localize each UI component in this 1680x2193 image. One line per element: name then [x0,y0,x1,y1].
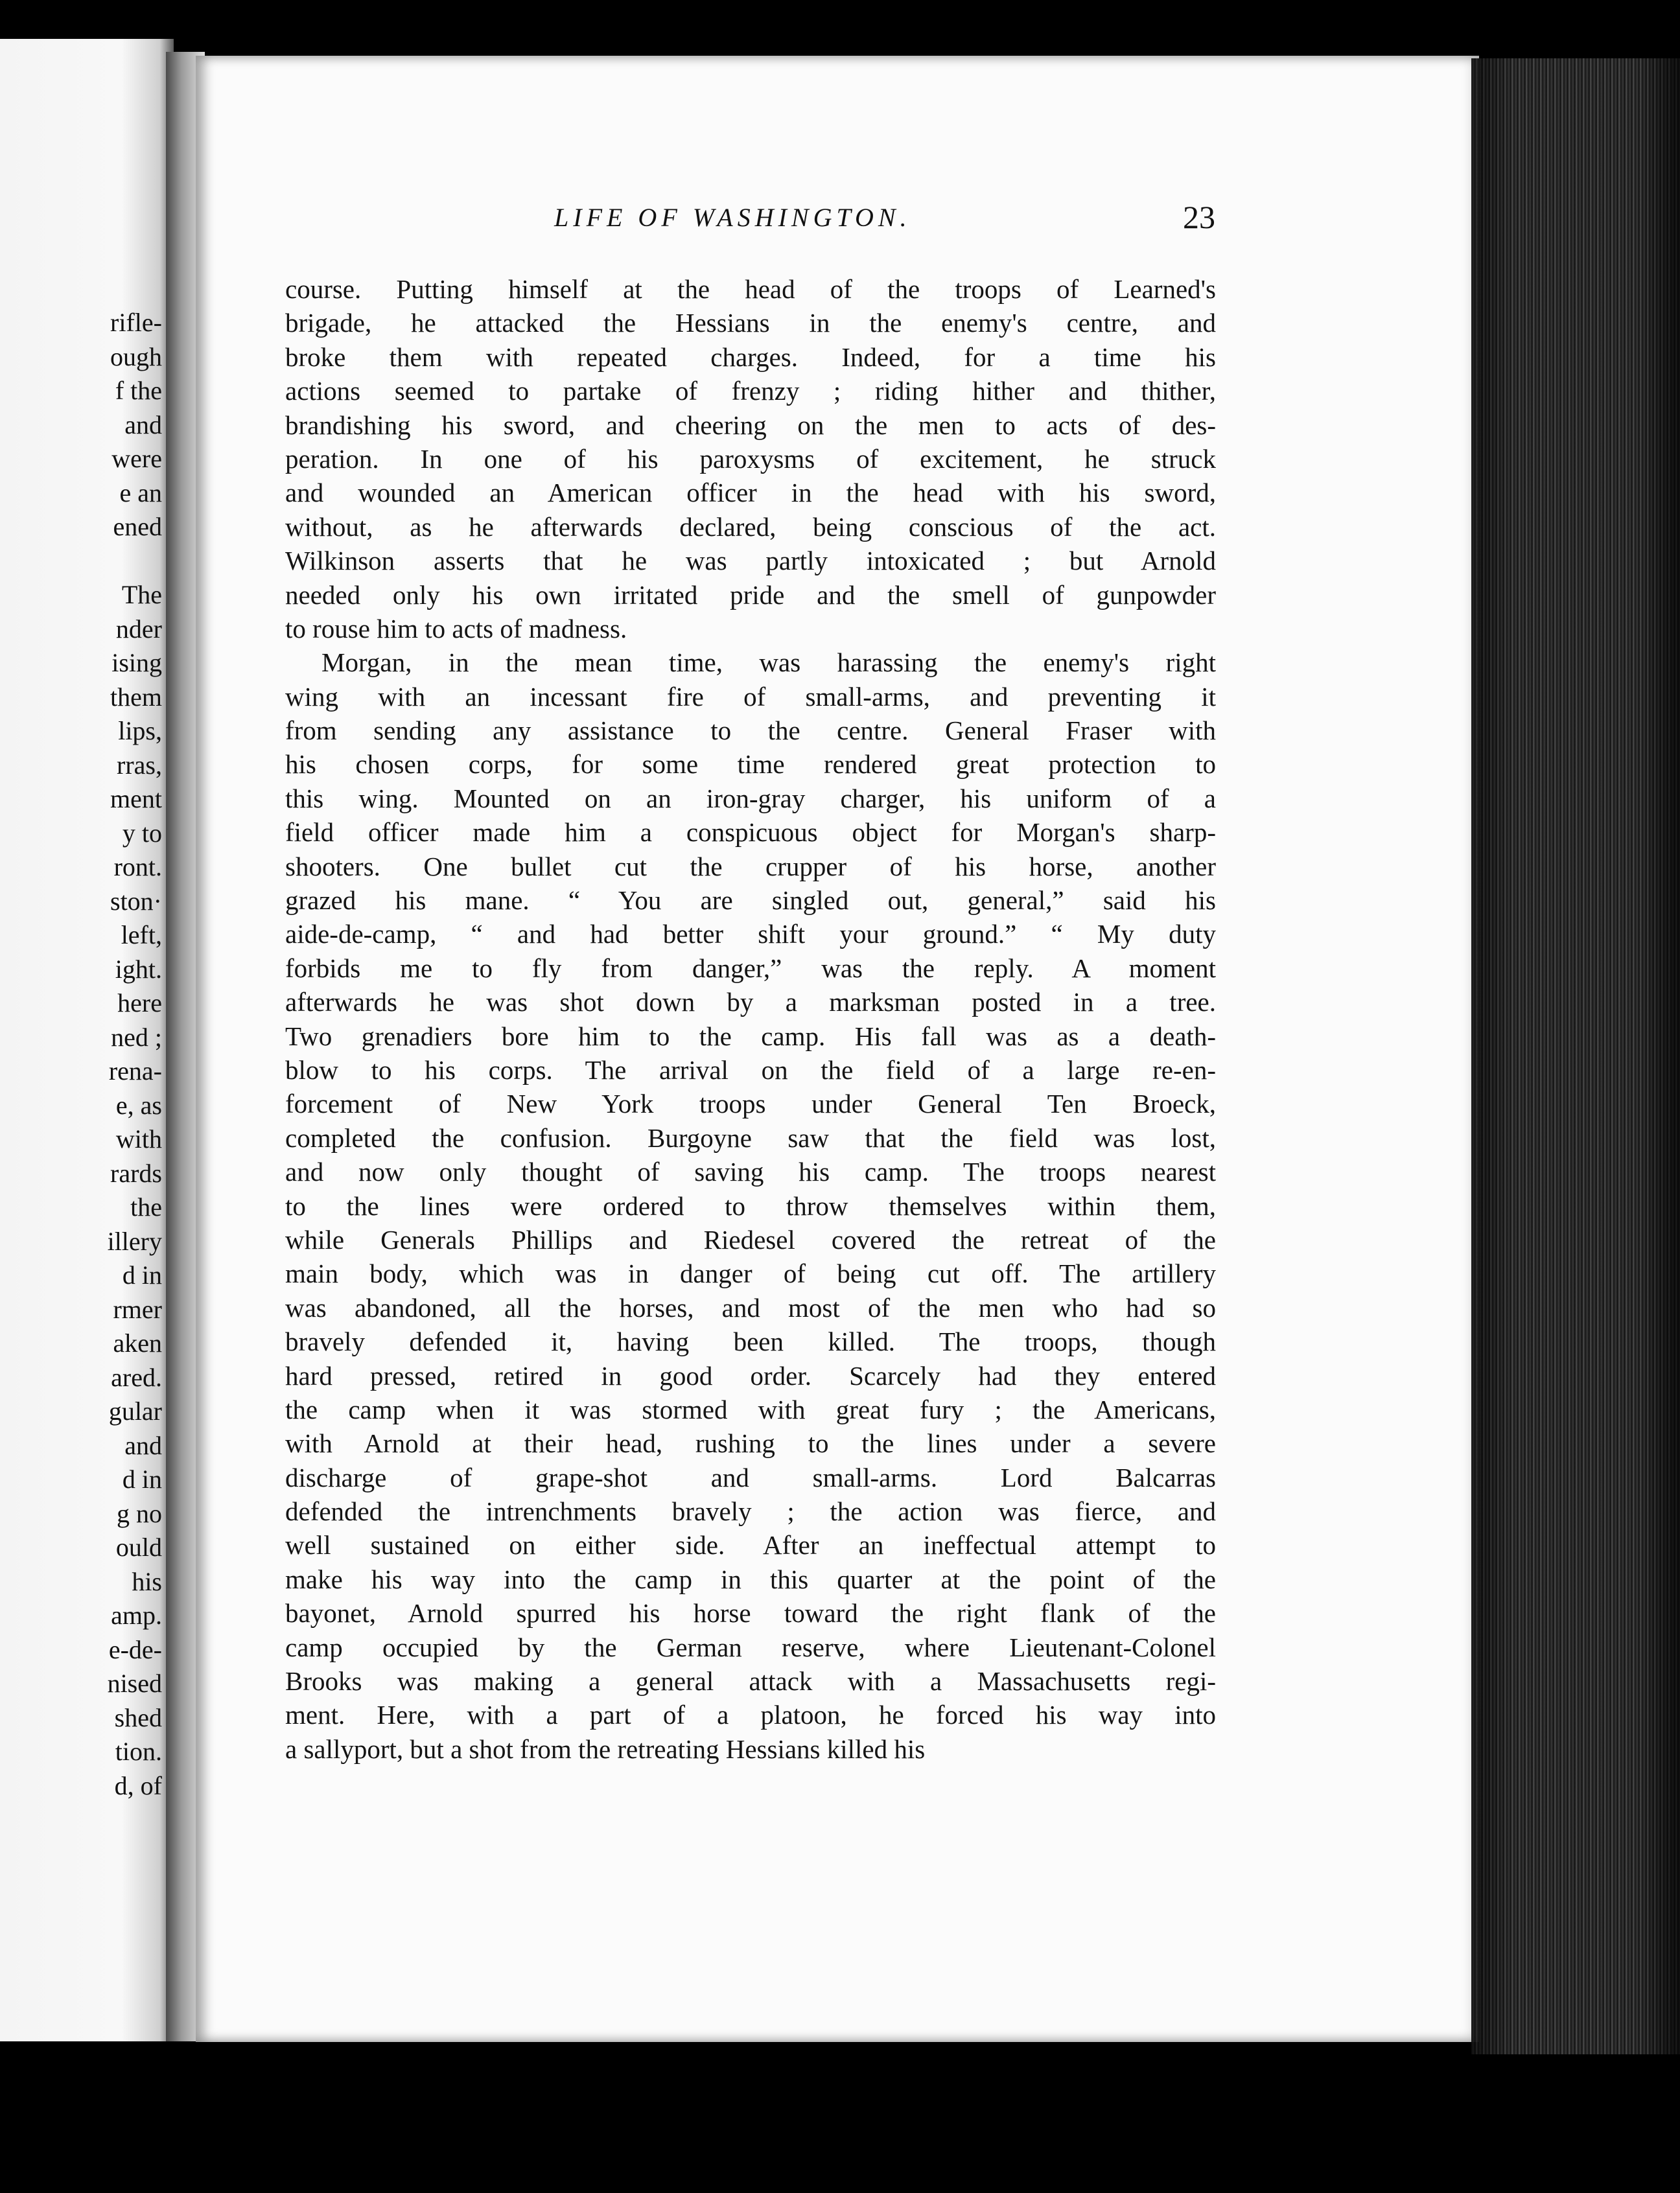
text-line: bayonet, Arnold spurred his horse toward the right flank of the [285,1598,1216,1629]
text-line: actions seemed to partake of frenzy ; riding hither and thither, [285,376,1216,406]
left-page-fragment: his [132,1566,162,1596]
left-page-fragment: ising [111,648,162,677]
left-page-fragment: e, as [115,1090,162,1120]
left-page-fragment: rmer [113,1294,162,1324]
left-page-fragment: nder [115,614,162,644]
left-page-fragment: The [121,580,162,609]
left-page-fragment: f the [115,376,162,405]
text-line: this wing. Mounted on an iron-gray charger, his uniform of a [285,783,1216,813]
left-page-fragment: d in [122,1465,162,1494]
left-page-fragment: tion. [115,1737,162,1766]
left-page-fragment: left, [121,920,162,949]
left-page-fragment: shed [114,1702,162,1732]
text-line: was abandoned, all the horses, and most of the men who had so [285,1292,1216,1323]
left-page-fragment: ared. [111,1362,162,1392]
left-page-text-fragments [13,306,162,1803]
page-number: 23 [1183,199,1215,235]
left-page-fragment: d in [122,1260,162,1290]
text-line: make his way into the camp in this quarter at the point of the [285,1564,1216,1594]
text-line: forbids me to fly from danger,” was the reply. A moment [285,953,1216,983]
text-line: brigade, he attacked the Hessians in the enemy's centre, and [285,308,1216,338]
text-line: from sending any assistance to the centre. General Fraser with [285,715,1216,746]
text-line: main body, which was in danger of being cut off. The artillery [285,1259,1216,1289]
text-line: to rouse him to acts of madness. [285,613,627,644]
text-line: broke them with repeated charges. Indeed, for a time his [285,342,1216,372]
left-page-fragment: gular [108,1397,162,1426]
text-line: discharge of grape-shot and small-arms. Lord Balcarras [285,1462,1216,1492]
left-page-fragment: ned ; [111,1022,162,1052]
text-line: with Arnold at their head, rushing to the lines under a severe [285,1428,1216,1459]
left-page-fragment: here [117,988,162,1017]
text-line: aide-de-camp, “ and had better shift your ground.” “ My duty [285,919,1216,949]
left-page-fragment: e-de- [108,1634,162,1664]
left-page-fragment: rras, [117,750,162,780]
text-line: ment. Here, with a part of a platoon, he forced his way into [285,1700,1216,1730]
text-line: the camp when it was stormed with great fury ; the Americans, [285,1394,1216,1424]
text-line: hard pressed, retired in good order. Scarcely had they entered [285,1360,1216,1391]
left-page-fragment: ould [115,1533,162,1562]
left-page-fragment: and [124,410,162,439]
left-page-fragment: rena- [108,1056,162,1085]
text-line: without, as he afterwards declared, being conscious of the act. [285,511,1216,542]
text-line: afterwards he was shot down by a marksman posted in a tree. [285,987,1216,1017]
left-page-fragment: lips, [118,716,162,745]
left-page-fragment: rifle- [110,308,162,337]
text-line: brandishing his sword, and cheering on the men to acts of des- [285,410,1216,440]
text-line: field officer made him a conspicuous object for Morgan's sharp- [285,817,1216,848]
left-page-fragment: ened [113,512,162,541]
text-line: shooters. One bullet cut the crupper of his horse, another [285,851,1216,881]
text-line: a sallyport, but a shot from the retreating Hessians killed his [285,1734,926,1764]
text-line: needed only his own irritated pride and the smell of gunpowder [285,579,1216,610]
text-line: Brooks was making a general attack with a Massachusetts regi- [285,1666,1216,1697]
text-line: forcement of New York troops under General Ten Broeck, [285,1089,1216,1119]
text-line: grazed his mane. “ You are singled out, general,” said his [285,885,1216,916]
text-line: peration. In one of his paroxysms of excitement, he struck [285,443,1216,474]
left-page-fragment: amp. [111,1601,162,1630]
text-line: blow to his corps. The arrival on the field of a large re-en- [285,1054,1216,1085]
left-page [0,39,174,2041]
left-page-fragment: g no [117,1498,162,1528]
left-page-fragment: nised [107,1669,162,1698]
left-page-fragment: y to [122,818,162,848]
left-page-fragment: were [111,444,162,473]
left-page-fragment: e an [119,478,162,507]
left-page-fragment: ough [110,342,162,371]
left-page-fragment: with [115,1124,162,1154]
text-line: to the lines were ordered to throw themselves within them, [285,1190,1216,1221]
text-line: Morgan, in the mean time, was harassing the enemy's right [321,647,1216,678]
text-line: his chosen corps, for some time rendered great protection to [285,749,1216,780]
page-edges [1471,58,1680,2054]
text-line: and now only thought of saving his camp. The troops nearest [285,1157,1216,1187]
left-page-fragment: ston· [110,886,162,916]
body-text [285,272,1216,1766]
left-page-fragment [13,544,162,579]
text-line: completed the confusion. Burgoyne saw that the field was lost, [285,1122,1216,1153]
running-title: LIFE OF WASHINGTON. [554,203,911,232]
left-page-fragment: ment [110,784,162,813]
left-page-fragment: ight. [115,954,162,984]
text-line: course. Putting himself at the head of the troops of Learned's [285,274,1216,304]
left-page-fragment: and [124,1430,162,1460]
left-page-fragment: them [110,682,162,712]
left-page-fragment: ront. [113,852,162,881]
text-line: defended the intrenchments bravely ; the action was fierce, and [285,1496,1216,1527]
left-page-fragment: rards [110,1158,162,1188]
left-page-fragment: aken [113,1329,162,1358]
left-page-fragment: the [130,1192,162,1222]
text-line: bravely defended it, having been killed. The troops, though [285,1327,1216,1357]
text-line: well sustained on either side. After an ineffectual attempt to [285,1530,1216,1561]
text-line: wing with an incessant fire of small-arms, and preventing it [285,681,1216,712]
text-line: and wounded an American officer in the head with his sword, [285,478,1216,508]
text-line: Two grenadiers bore him to the camp. His fall was as a death- [285,1021,1216,1051]
running-head [522,199,1215,241]
left-page-fragment: illery [107,1226,162,1256]
text-line: Wilkinson asserts that he was partly intoxicated ; but Arnold [285,546,1216,576]
text-line: camp occupied by the German reserve, where Lieutenant-Colonel [285,1632,1216,1662]
text-line: while Generals Phillips and Riedesel covered the retreat of the [285,1224,1216,1255]
left-page-fragment: d, of [114,1770,162,1800]
